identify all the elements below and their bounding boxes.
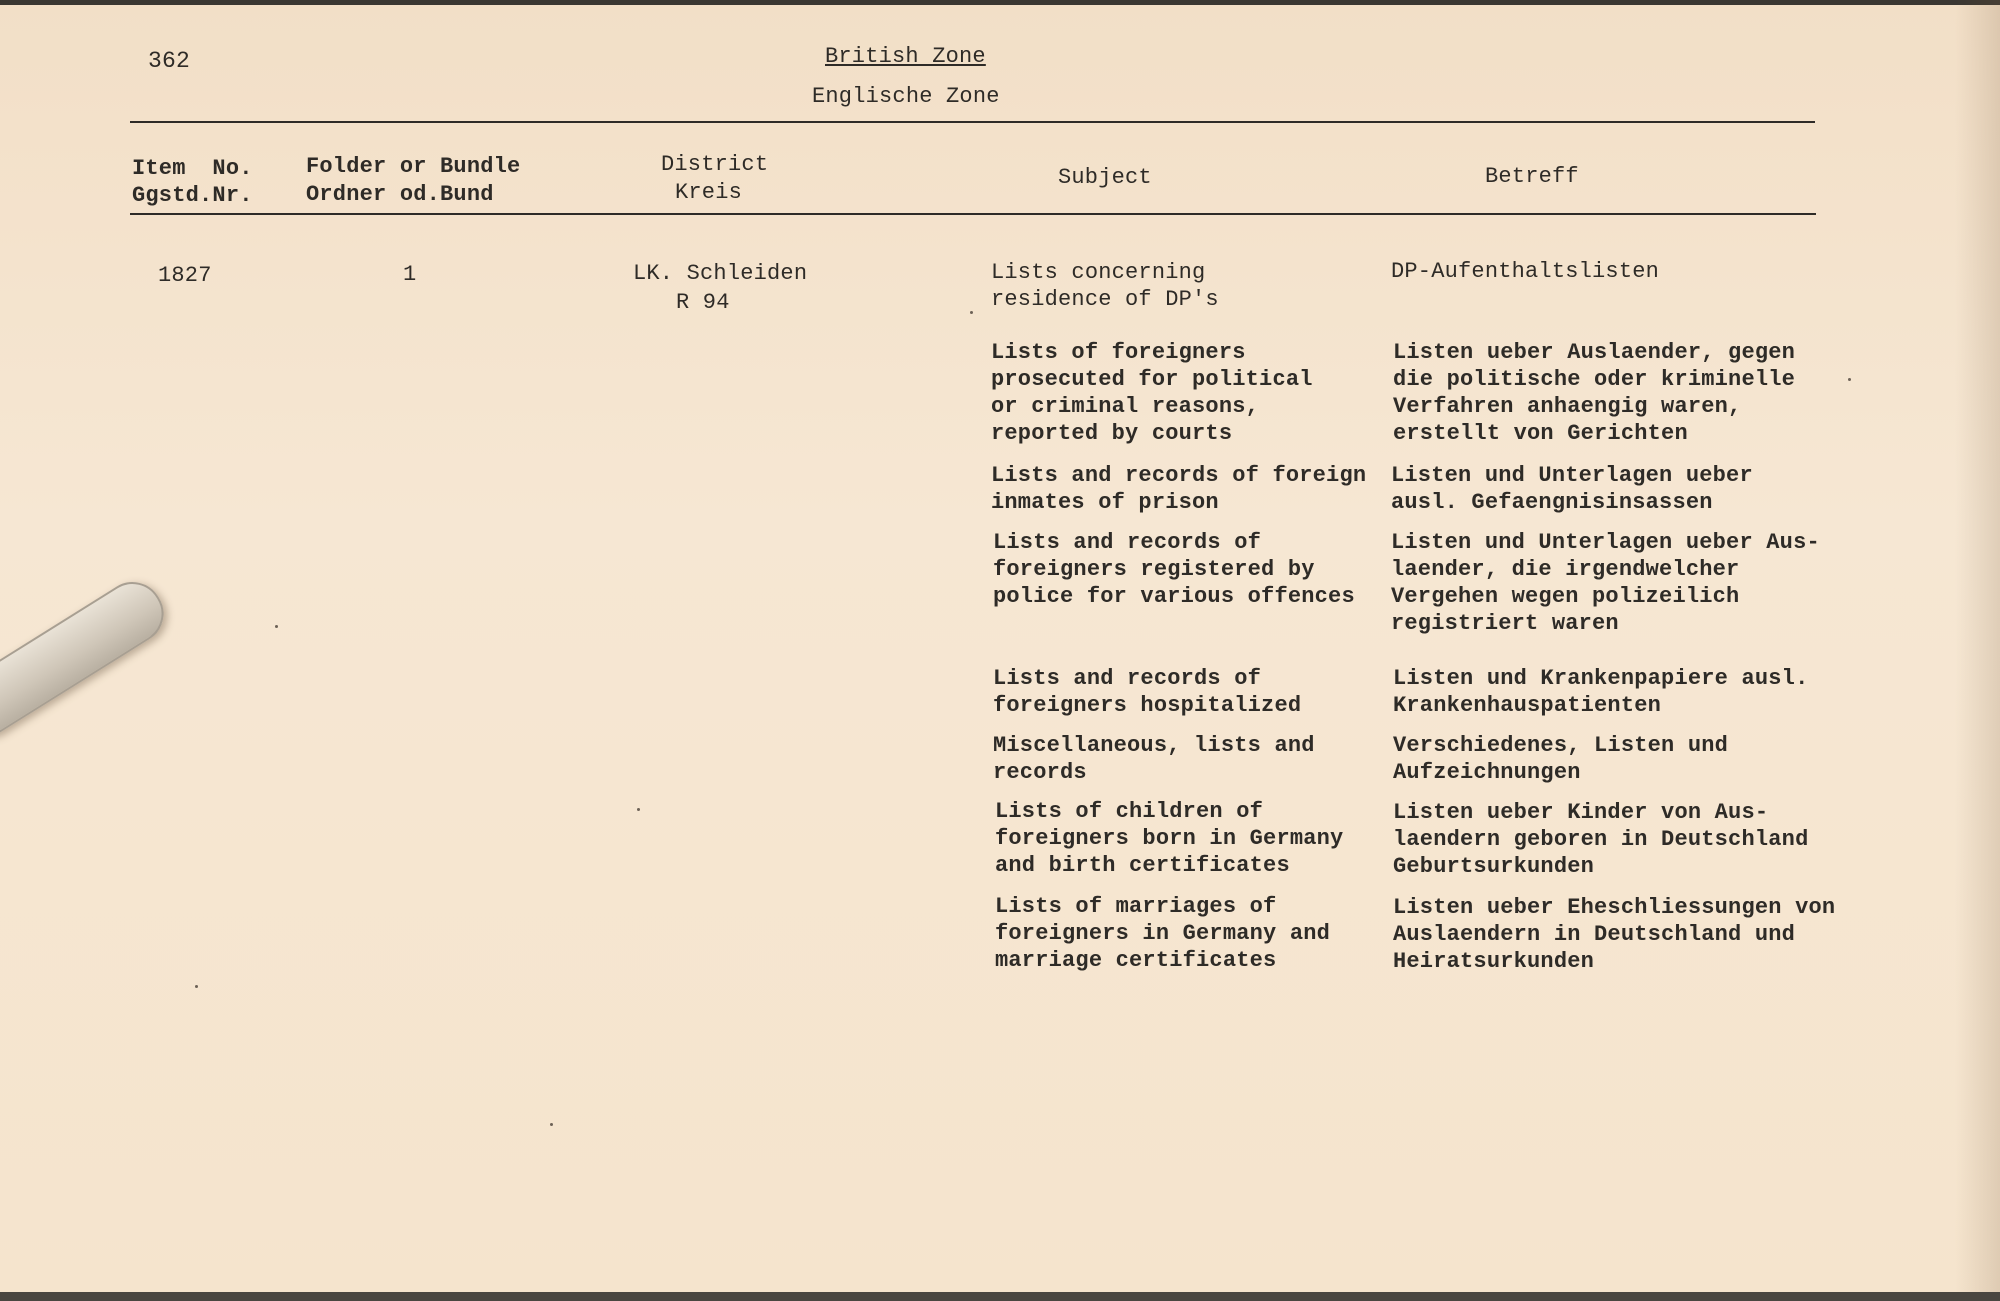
betreff-text: Listen ueber Auslaender, gegen die politische oder kriminelle Verfahren anhaengig waren, erstellt von Gerichten (1393, 340, 1796, 446)
col-folder-en: Folder or Bundle (306, 154, 521, 179)
betreff-text: Listen ueber Eheschliessungen von Auslaendern in Deutschland und Heiratsurkunden (1393, 895, 1836, 974)
subject-text: Lists of marriages of foreigners in Germany and marriage certificates (995, 894, 1331, 973)
paper-speck (275, 625, 278, 628)
header-rule-top (130, 121, 1815, 123)
subject-text: Lists and records of foreigners registered by police for various offences (993, 530, 1355, 609)
col-district-en: District (661, 152, 769, 177)
page-number: 362 (148, 48, 191, 74)
subject-text: Lists of children of foreigners born in Germany and birth certificates (995, 799, 1344, 878)
betreff-text: Listen und Unterlagen ueber ausl. Gefaengnisinsassen (1391, 463, 1753, 515)
col-folder-de: Ordner od.Bund (306, 182, 494, 207)
paper-speck (637, 808, 640, 811)
paper-speck (550, 1123, 553, 1126)
bottom-edge (0, 1292, 2000, 1301)
district-code: R 94 (676, 290, 730, 315)
zone-title-de: Englische Zone (812, 84, 1000, 109)
col-subject: Subject (1058, 165, 1152, 190)
folder-number: 1 (403, 262, 417, 287)
item-number: 1827 (158, 263, 212, 288)
subject-text: Lists and records of foreigners hospitalized (993, 666, 1302, 718)
page-edge-shadow (1955, 0, 2000, 1301)
top-edge (0, 0, 2000, 5)
betreff-text: Verschiedenes, Listen und Aufzeichnungen (1393, 733, 1729, 785)
subject-text: Miscellaneous, lists and records (993, 733, 1315, 785)
paper-clip (0, 571, 175, 748)
paper-speck (970, 311, 973, 314)
col-item-en: Item No. (132, 156, 253, 181)
betreff-text: DP-Aufenthaltslisten (1391, 259, 1660, 284)
zone-title-en: British Zone (825, 44, 986, 69)
district-name: LK. Schleiden (633, 261, 808, 286)
subject-text: Lists and records of foreign inmates of prison (991, 463, 1367, 515)
col-betreff: Betreff (1485, 164, 1579, 189)
betreff-text: Listen ueber Kinder von Aus- laendern geboren in Deutschland Geburtsurkunden (1393, 800, 1809, 879)
betreff-text: Listen und Krankenpapiere ausl. Krankenhauspatienten (1393, 666, 1809, 718)
subject-text: Lists of foreigners prosecuted for political or criminal reasons, reported by courts (991, 340, 1313, 446)
paper-speck (195, 985, 198, 988)
betreff-text: Listen und Unterlagen ueber Aus- laender, die irgendwelcher Vergehen wegen polizeilich registriert waren (1391, 530, 1820, 636)
col-district-de: Kreis (675, 180, 743, 205)
subject-text: Lists concerning residence of DP's (991, 260, 1219, 312)
header-rule-bottom (130, 213, 1816, 215)
col-item-de: Ggstd.Nr. (132, 183, 253, 208)
paper-speck (1848, 378, 1851, 381)
